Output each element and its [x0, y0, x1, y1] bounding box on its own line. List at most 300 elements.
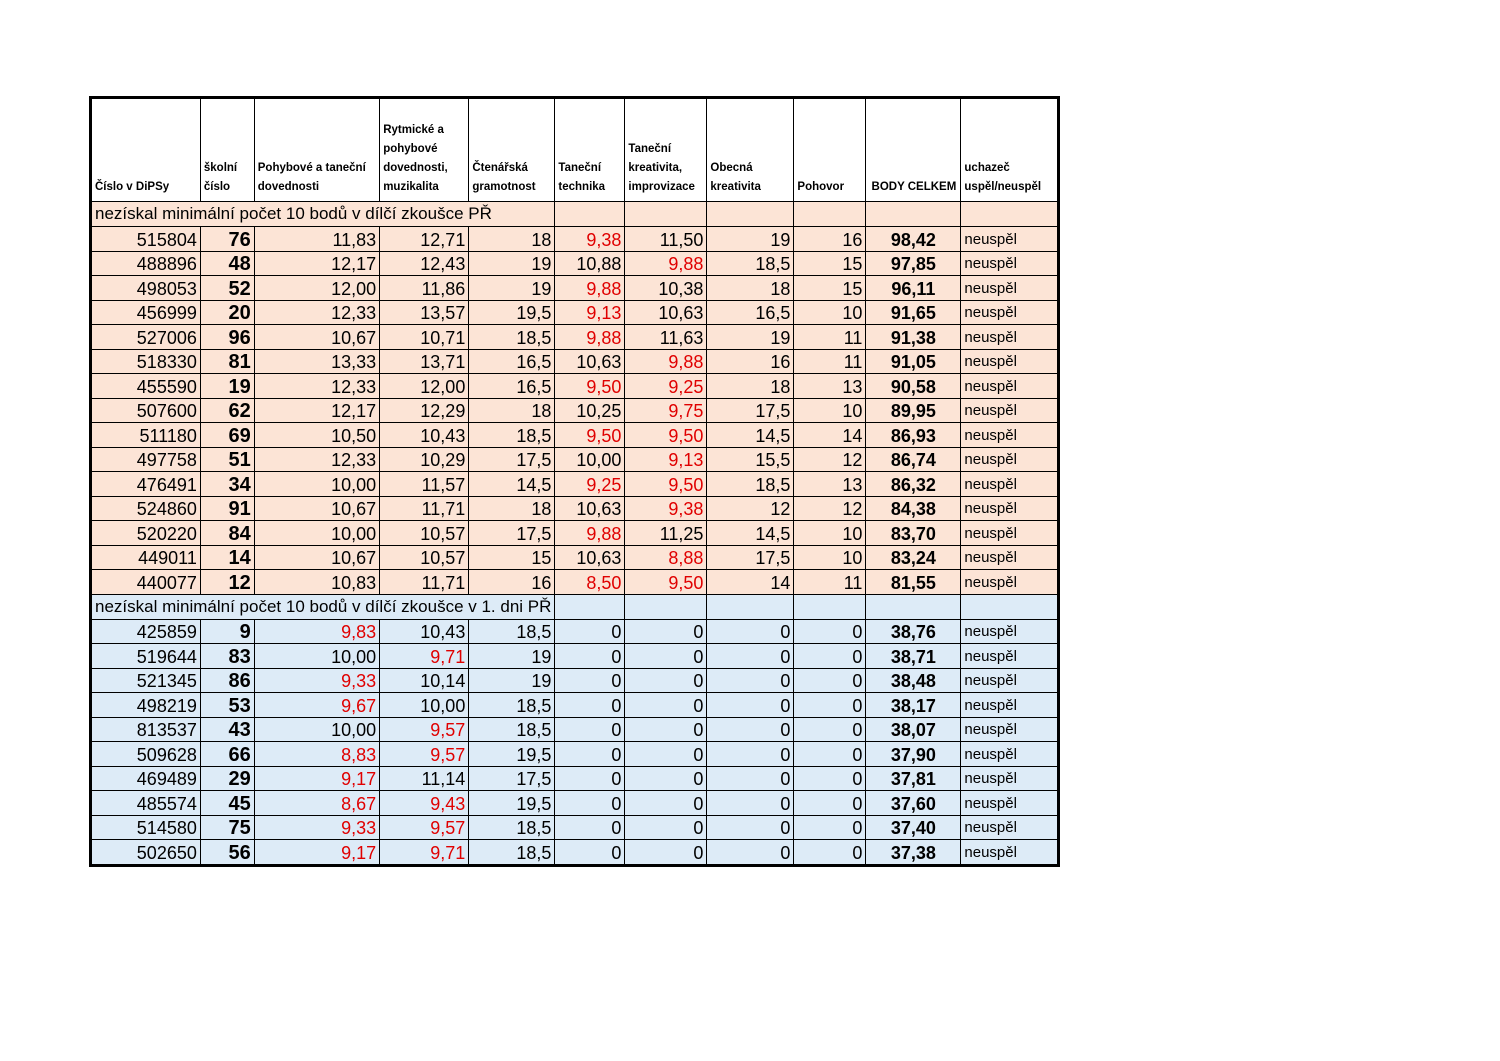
table-row [91, 717, 1059, 742]
cell-rytmicke: 12,43 [380, 251, 469, 276]
cell-school-number: 75 [200, 815, 254, 840]
cell-technika: 0 [555, 791, 625, 816]
cell-pohybove: 10,00 [254, 521, 379, 546]
cell-rytmicke: 11,57 [380, 472, 469, 497]
cell-ctenarska: 19,5 [469, 742, 555, 767]
cell-technika: 9,88 [555, 325, 625, 350]
cell-obecna: 17,5 [707, 398, 794, 423]
cell-kreativita: 0 [625, 742, 707, 767]
cell-ctenarska: 19,5 [469, 791, 555, 816]
cell-obecna: 0 [707, 668, 794, 693]
cell-total: 91,65 [866, 300, 961, 325]
header-technika: Taneční technika [555, 98, 625, 202]
cell-school-number: 96 [200, 325, 254, 350]
cell-technika: 9,50 [555, 374, 625, 399]
cell-total: 37,38 [866, 840, 961, 866]
header-result: uchazeč uspěl/neuspěl [961, 98, 1059, 202]
table-row [91, 472, 1059, 497]
cell-obecna: 12 [707, 496, 794, 521]
section-empty-cell [866, 594, 961, 619]
cell-result: neuspěl [961, 374, 1059, 399]
cell-result: neuspěl [961, 791, 1059, 816]
cell-pohovor: 14 [794, 423, 866, 448]
cell-dipsy: 498053 [91, 276, 201, 301]
cell-pohybove: 10,00 [254, 717, 379, 742]
cell-pohovor: 0 [794, 619, 866, 644]
cell-technika: 0 [555, 644, 625, 669]
cell-kreativita: 9,13 [625, 447, 707, 472]
cell-obecna: 16 [707, 349, 794, 374]
cell-dipsy: 485574 [91, 791, 201, 816]
cell-pohovor: 12 [794, 447, 866, 472]
cell-obecna: 14,5 [707, 521, 794, 546]
cell-school-number: 86 [200, 668, 254, 693]
cell-obecna: 0 [707, 791, 794, 816]
cell-rytmicke: 9,71 [380, 840, 469, 866]
cell-pohybove: 10,83 [254, 570, 379, 595]
cell-ctenarska: 16,5 [469, 374, 555, 399]
cell-kreativita: 9,75 [625, 398, 707, 423]
cell-total: 98,42 [866, 227, 961, 252]
cell-school-number: 14 [200, 545, 254, 570]
cell-result: neuspěl [961, 766, 1059, 791]
cell-obecna: 14 [707, 570, 794, 595]
cell-school-number: 19 [200, 374, 254, 399]
cell-result: neuspěl [961, 349, 1059, 374]
cell-kreativita: 0 [625, 766, 707, 791]
cell-school-number: 20 [200, 300, 254, 325]
cell-total: 38,71 [866, 644, 961, 669]
cell-rytmicke: 10,57 [380, 521, 469, 546]
cell-pohybove: 12,33 [254, 447, 379, 472]
table-row [91, 766, 1059, 791]
cell-school-number: 48 [200, 251, 254, 276]
cell-obecna: 0 [707, 840, 794, 866]
cell-technika: 8,50 [555, 570, 625, 595]
cell-total: 90,58 [866, 374, 961, 399]
cell-result: neuspěl [961, 521, 1059, 546]
cell-school-number: 83 [200, 644, 254, 669]
cell-obecna: 18,5 [707, 472, 794, 497]
cell-total: 91,38 [866, 325, 961, 350]
cell-kreativita: 9,50 [625, 570, 707, 595]
section-empty-cell [961, 202, 1059, 227]
cell-obecna: 0 [707, 742, 794, 767]
cell-pohybove: 12,33 [254, 374, 379, 399]
section-title: nezískal minimální počet 10 bodů v dílčí zkoušce v 1. dni PŘ [91, 594, 555, 619]
cell-technika: 10,63 [555, 545, 625, 570]
cell-dipsy: 498219 [91, 693, 201, 718]
cell-ctenarska: 18 [469, 398, 555, 423]
cell-result: neuspěl [961, 496, 1059, 521]
cell-dipsy: 515804 [91, 227, 201, 252]
cell-pohovor: 0 [794, 742, 866, 767]
cell-kreativita: 0 [625, 717, 707, 742]
cell-rytmicke: 9,43 [380, 791, 469, 816]
cell-obecna: 0 [707, 717, 794, 742]
cell-rytmicke: 10,43 [380, 423, 469, 448]
cell-dipsy: 524860 [91, 496, 201, 521]
cell-total: 91,05 [866, 349, 961, 374]
cell-pohovor: 0 [794, 840, 866, 866]
table-row [91, 693, 1059, 718]
cell-pohovor: 13 [794, 472, 866, 497]
cell-obecna: 0 [707, 644, 794, 669]
cell-school-number: 29 [200, 766, 254, 791]
table-row [91, 570, 1059, 595]
section-empty-cell [625, 202, 707, 227]
cell-rytmicke: 9,57 [380, 717, 469, 742]
cell-pohybove: 12,17 [254, 398, 379, 423]
cell-result: neuspěl [961, 693, 1059, 718]
cell-result: neuspěl [961, 325, 1059, 350]
cell-school-number: 51 [200, 447, 254, 472]
cell-obecna: 19 [707, 325, 794, 350]
header-obecna: Obecná kreativita [707, 98, 794, 202]
cell-pohybove: 10,50 [254, 423, 379, 448]
cell-pohybove: 9,83 [254, 619, 379, 644]
cell-total: 97,85 [866, 251, 961, 276]
cell-pohovor: 10 [794, 545, 866, 570]
cell-total: 38,07 [866, 717, 961, 742]
cell-technika: 10,00 [555, 447, 625, 472]
cell-school-number: 43 [200, 717, 254, 742]
cell-result: neuspěl [961, 423, 1059, 448]
cell-total: 38,48 [866, 668, 961, 693]
cell-obecna: 18,5 [707, 251, 794, 276]
cell-obecna: 17,5 [707, 545, 794, 570]
cell-obecna: 15,5 [707, 447, 794, 472]
cell-kreativita: 0 [625, 815, 707, 840]
cell-ctenarska: 18,5 [469, 423, 555, 448]
table-row [91, 521, 1059, 546]
cell-rytmicke: 10,14 [380, 668, 469, 693]
cell-pohybove: 13,33 [254, 349, 379, 374]
cell-kreativita: 10,38 [625, 276, 707, 301]
cell-dipsy: 488896 [91, 251, 201, 276]
cell-result: neuspěl [961, 398, 1059, 423]
cell-obecna: 0 [707, 766, 794, 791]
cell-rytmicke: 13,57 [380, 300, 469, 325]
cell-ctenarska: 15 [469, 545, 555, 570]
cell-school-number: 84 [200, 521, 254, 546]
cell-ctenarska: 14,5 [469, 472, 555, 497]
cell-kreativita: 9,38 [625, 496, 707, 521]
cell-obecna: 18 [707, 374, 794, 399]
cell-technika: 9,38 [555, 227, 625, 252]
cell-obecna: 0 [707, 619, 794, 644]
cell-school-number: 9 [200, 619, 254, 644]
cell-obecna: 19 [707, 227, 794, 252]
cell-pohovor: 0 [794, 791, 866, 816]
cell-technika: 0 [555, 619, 625, 644]
cell-pohovor: 11 [794, 570, 866, 595]
cell-result: neuspěl [961, 276, 1059, 301]
cell-dipsy: 469489 [91, 766, 201, 791]
cell-dipsy: 520220 [91, 521, 201, 546]
section-header-row [91, 202, 1059, 227]
cell-technika: 10,25 [555, 398, 625, 423]
table-body [91, 202, 1059, 866]
header-ctenarska: Čtenářská gramotnost [469, 98, 555, 202]
cell-pohybove: 8,67 [254, 791, 379, 816]
cell-total: 86,93 [866, 423, 961, 448]
cell-ctenarska: 18,5 [469, 693, 555, 718]
cell-ctenarska: 19 [469, 668, 555, 693]
section-empty-cell [625, 594, 707, 619]
section-empty-cell [707, 594, 794, 619]
cell-ctenarska: 18,5 [469, 619, 555, 644]
cell-ctenarska: 17,5 [469, 766, 555, 791]
cell-pohovor: 0 [794, 644, 866, 669]
table-row [91, 349, 1059, 374]
cell-total: 89,95 [866, 398, 961, 423]
cell-ctenarska: 17,5 [469, 521, 555, 546]
cell-technika: 0 [555, 766, 625, 791]
cell-ctenarska: 16 [469, 570, 555, 595]
cell-pohybove: 9,17 [254, 766, 379, 791]
table-row [91, 276, 1059, 301]
cell-school-number: 34 [200, 472, 254, 497]
cell-result: neuspěl [961, 570, 1059, 595]
cell-dipsy: 521345 [91, 668, 201, 693]
cell-technika: 0 [555, 693, 625, 718]
cell-rytmicke: 10,00 [380, 693, 469, 718]
cell-kreativita: 0 [625, 791, 707, 816]
cell-dipsy: 813537 [91, 717, 201, 742]
cell-ctenarska: 18,5 [469, 815, 555, 840]
cell-technika: 9,13 [555, 300, 625, 325]
cell-pohybove: 10,00 [254, 644, 379, 669]
cell-pohovor: 15 [794, 251, 866, 276]
cell-total: 86,74 [866, 447, 961, 472]
section-title: nezískal minimální počet 10 bodů v dílčí zkoušce PŘ [91, 202, 555, 227]
cell-kreativita: 10,63 [625, 300, 707, 325]
cell-dipsy: 519644 [91, 644, 201, 669]
cell-dipsy: 527006 [91, 325, 201, 350]
cell-ctenarska: 18,5 [469, 840, 555, 866]
cell-kreativita: 9,50 [625, 423, 707, 448]
cell-school-number: 56 [200, 840, 254, 866]
cell-total: 86,32 [866, 472, 961, 497]
cell-result: neuspěl [961, 619, 1059, 644]
cell-technika: 0 [555, 815, 625, 840]
table-row [91, 545, 1059, 570]
cell-pohovor: 11 [794, 325, 866, 350]
cell-pohovor: 12 [794, 496, 866, 521]
cell-result: neuspěl [961, 840, 1059, 866]
cell-school-number: 45 [200, 791, 254, 816]
cell-pohovor: 0 [794, 717, 866, 742]
cell-kreativita: 0 [625, 644, 707, 669]
cell-rytmicke: 13,71 [380, 349, 469, 374]
cell-pohovor: 0 [794, 766, 866, 791]
cell-pohybove: 9,33 [254, 815, 379, 840]
cell-pohovor: 10 [794, 300, 866, 325]
cell-pohovor: 10 [794, 521, 866, 546]
cell-dipsy: 425859 [91, 619, 201, 644]
cell-dipsy: 476491 [91, 472, 201, 497]
table-row [91, 398, 1059, 423]
table-row [91, 374, 1059, 399]
table-row [91, 251, 1059, 276]
cell-pohybove: 10,67 [254, 496, 379, 521]
cell-kreativita: 11,50 [625, 227, 707, 252]
cell-total: 84,38 [866, 496, 961, 521]
cell-school-number: 52 [200, 276, 254, 301]
header-pohybove: Pohybové a taneční dovednosti [254, 98, 379, 202]
cell-pohovor: 0 [794, 693, 866, 718]
cell-rytmicke: 9,71 [380, 644, 469, 669]
table-row [91, 619, 1059, 644]
cell-total: 83,70 [866, 521, 961, 546]
cell-obecna: 18 [707, 276, 794, 301]
cell-pohybove: 12,33 [254, 300, 379, 325]
table-row [91, 742, 1059, 767]
section-empty-cell [866, 202, 961, 227]
cell-total: 37,60 [866, 791, 961, 816]
cell-result: neuspěl [961, 742, 1059, 767]
table-row [91, 791, 1059, 816]
cell-dipsy: 440077 [91, 570, 201, 595]
cell-kreativita: 9,88 [625, 349, 707, 374]
table-row [91, 300, 1059, 325]
cell-dipsy: 456999 [91, 300, 201, 325]
cell-kreativita: 0 [625, 840, 707, 866]
cell-rytmicke: 9,57 [380, 815, 469, 840]
cell-technika: 0 [555, 668, 625, 693]
section-empty-cell [555, 202, 625, 227]
cell-ctenarska: 19 [469, 276, 555, 301]
cell-pohovor: 11 [794, 349, 866, 374]
section-empty-cell [794, 594, 866, 619]
table-row [91, 668, 1059, 693]
cell-pohovor: 0 [794, 668, 866, 693]
cell-total: 37,81 [866, 766, 961, 791]
cell-technika: 9,88 [555, 521, 625, 546]
cell-technika: 0 [555, 742, 625, 767]
cell-pohybove: 9,67 [254, 693, 379, 718]
cell-kreativita: 9,88 [625, 251, 707, 276]
cell-rytmicke: 12,00 [380, 374, 469, 399]
cell-rytmicke: 9,57 [380, 742, 469, 767]
table-row [91, 644, 1059, 669]
cell-total: 83,24 [866, 545, 961, 570]
cell-result: neuspěl [961, 815, 1059, 840]
cell-dipsy: 497758 [91, 447, 201, 472]
cell-technika: 9,50 [555, 423, 625, 448]
cell-result: neuspěl [961, 300, 1059, 325]
cell-pohybove: 8,83 [254, 742, 379, 767]
cell-result: neuspěl [961, 472, 1059, 497]
cell-pohovor: 15 [794, 276, 866, 301]
cell-total: 38,76 [866, 619, 961, 644]
cell-rytmicke: 11,71 [380, 570, 469, 595]
cell-result: neuspěl [961, 545, 1059, 570]
cell-ctenarska: 18 [469, 227, 555, 252]
cell-total: 81,55 [866, 570, 961, 595]
cell-obecna: 16,5 [707, 300, 794, 325]
header-rytmicke: Rytmické a pohybové dovednosti, muzikalita [380, 98, 469, 202]
cell-pohybove: 10,00 [254, 472, 379, 497]
cell-rytmicke: 10,57 [380, 545, 469, 570]
table-row [91, 815, 1059, 840]
cell-school-number: 81 [200, 349, 254, 374]
cell-pohybove: 10,67 [254, 545, 379, 570]
cell-pohovor: 10 [794, 398, 866, 423]
cell-pohybove: 12,17 [254, 251, 379, 276]
cell-school-number: 69 [200, 423, 254, 448]
cell-result: neuspěl [961, 227, 1059, 252]
cell-dipsy: 449011 [91, 545, 201, 570]
cell-ctenarska: 19 [469, 251, 555, 276]
cell-dipsy: 507600 [91, 398, 201, 423]
header-kreativita: Taneční kreativita, improvizace [625, 98, 707, 202]
cell-obecna: 14,5 [707, 423, 794, 448]
cell-result: neuspěl [961, 644, 1059, 669]
cell-pohybove: 12,00 [254, 276, 379, 301]
cell-total: 37,90 [866, 742, 961, 767]
results-table [89, 96, 1060, 867]
cell-technika: 9,25 [555, 472, 625, 497]
header-total: BODY CELKEM [866, 98, 961, 202]
cell-dipsy: 511180 [91, 423, 201, 448]
cell-rytmicke: 11,71 [380, 496, 469, 521]
cell-technika: 10,63 [555, 496, 625, 521]
cell-ctenarska: 19,5 [469, 300, 555, 325]
cell-ctenarska: 17,5 [469, 447, 555, 472]
cell-school-number: 76 [200, 227, 254, 252]
cell-pohovor: 0 [794, 815, 866, 840]
table-row [91, 423, 1059, 448]
section-empty-cell [707, 202, 794, 227]
cell-pohybove: 10,67 [254, 325, 379, 350]
cell-result: neuspěl [961, 447, 1059, 472]
header-pohovor: Pohovor [794, 98, 866, 202]
cell-rytmicke: 10,43 [380, 619, 469, 644]
header-school-number: školní číslo [200, 98, 254, 202]
section-empty-cell [555, 594, 625, 619]
cell-result: neuspěl [961, 717, 1059, 742]
cell-dipsy: 518330 [91, 349, 201, 374]
cell-ctenarska: 18,5 [469, 717, 555, 742]
cell-ctenarska: 18 [469, 496, 555, 521]
cell-total: 96,11 [866, 276, 961, 301]
cell-pohybove: 9,17 [254, 840, 379, 866]
cell-technika: 0 [555, 717, 625, 742]
cell-pohybove: 11,83 [254, 227, 379, 252]
cell-dipsy: 514580 [91, 815, 201, 840]
cell-rytmicke: 12,29 [380, 398, 469, 423]
cell-kreativita: 8,88 [625, 545, 707, 570]
section-empty-cell [794, 202, 866, 227]
cell-kreativita: 0 [625, 668, 707, 693]
cell-total: 37,40 [866, 815, 961, 840]
cell-technika: 0 [555, 840, 625, 866]
cell-kreativita: 11,25 [625, 521, 707, 546]
cell-kreativita: 9,25 [625, 374, 707, 399]
cell-pohovor: 13 [794, 374, 866, 399]
cell-rytmicke: 10,71 [380, 325, 469, 350]
cell-pohovor: 16 [794, 227, 866, 252]
cell-total: 38,17 [866, 693, 961, 718]
table-row [91, 227, 1059, 252]
cell-rytmicke: 12,71 [380, 227, 469, 252]
cell-ctenarska: 19 [469, 644, 555, 669]
cell-ctenarska: 16,5 [469, 349, 555, 374]
cell-dipsy: 502650 [91, 840, 201, 866]
cell-school-number: 62 [200, 398, 254, 423]
